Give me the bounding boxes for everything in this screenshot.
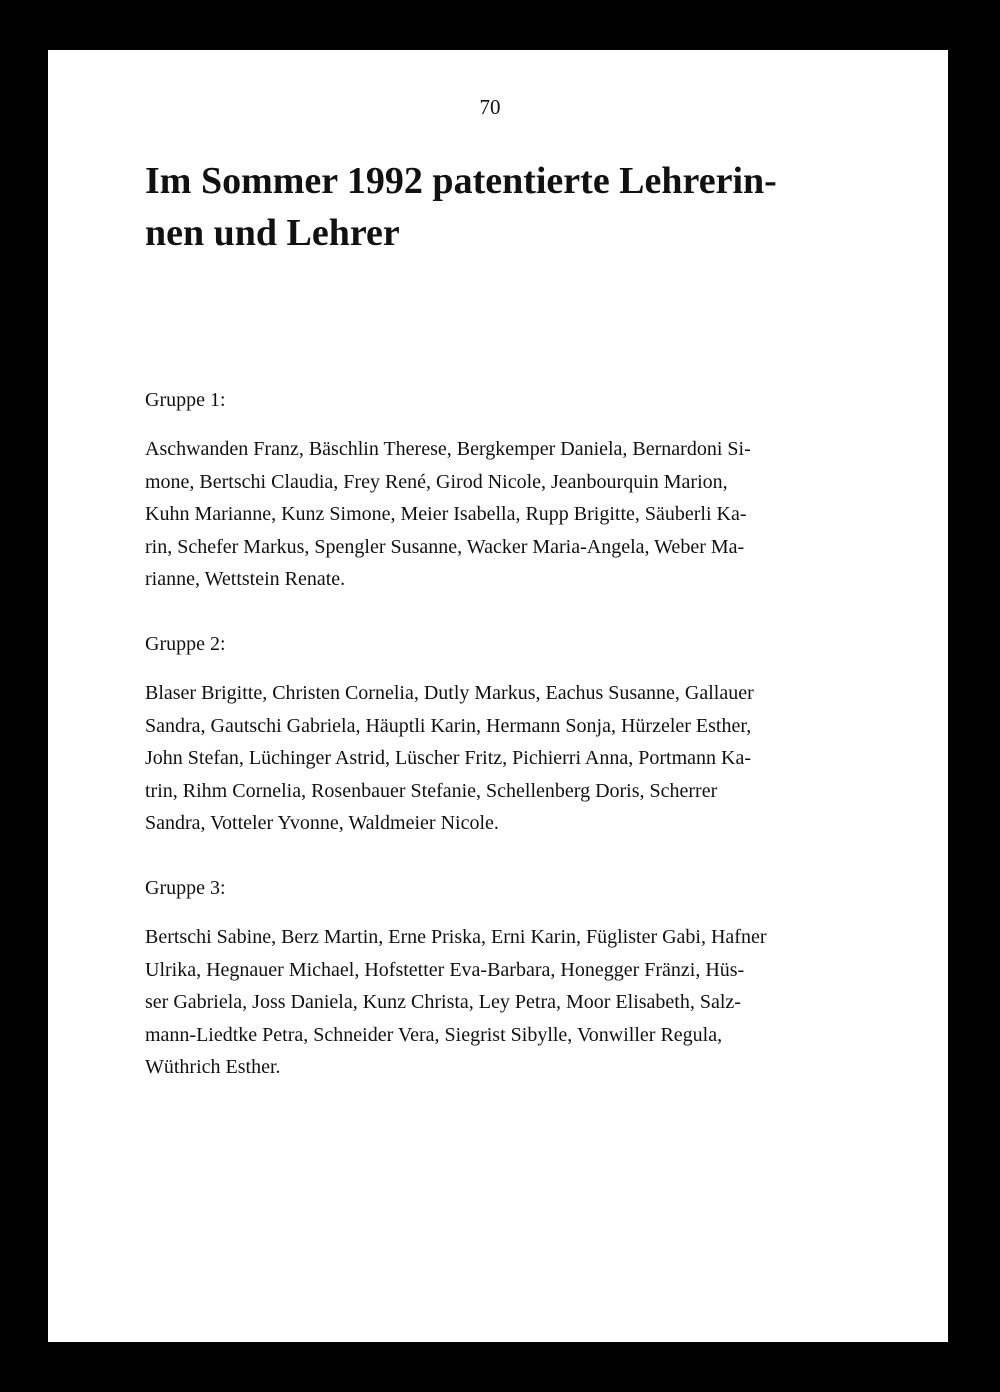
title-line: Im Sommer 1992 patentierte Lehrerin- <box>145 160 777 202</box>
group-heading: Gruppe 2: <box>145 633 226 655</box>
group-member-list <box>145 677 890 840</box>
text-line: Ulrika, Hegnauer Michael, Hofstetter Eva-Barbara, Honegger Fränzi, Hüs- <box>145 958 745 981</box>
group-member-list <box>145 433 890 596</box>
document-page <box>48 50 948 1342</box>
text-line: mann-Liedtke Petra, Schneider Vera, Siegrist Sibylle, Vonwiller Regula, <box>145 1023 723 1046</box>
text-line: trin, Rihm Cornelia, Rosenbauer Stefanie, Schellenberg Doris, Scherrer <box>145 779 718 802</box>
text-line: mone, Bertschi Claudia, Frey René, Girod Nicole, Jeanbourquin Marion, <box>145 470 728 493</box>
group-heading: Gruppe 3: <box>145 877 226 899</box>
text-line: rin, Schefer Markus, Spengler Susanne, Wacker Maria-Angela, Weber Ma- <box>145 535 745 558</box>
text-line: Sandra, Votteler Yvonne, Waldmeier Nicole. <box>145 812 499 834</box>
text-line: rianne, Wettstein Renate. <box>145 568 346 590</box>
text-line: Kuhn Marianne, Kunz Simone, Meier Isabella, Rupp Brigitte, Säuberli Ka- <box>145 503 747 525</box>
text-line: Blaser Brigitte, Christen Cornelia, Dutly Markus, Eachus Susanne, Gallauer <box>145 682 754 704</box>
text-line: John Stefan, Lüchinger Astrid, Lüscher Fritz, Pichierri Anna, Portmann Ka- <box>145 747 751 769</box>
group-section-3 <box>145 875 890 1084</box>
text-line: Aschwanden Franz, Bäschlin Therese, Bergkemper Daniela, Bernardoni Si- <box>145 438 751 460</box>
group-section-2 <box>145 631 890 840</box>
text-line: ser Gabriela, Joss Daniela, Kunz Christa, Ley Petra, Moor Elisabeth, Salz- <box>145 991 741 1013</box>
group-heading: Gruppe 1: <box>145 389 226 411</box>
text-line: Sandra, Gautschi Gabriela, Häuptli Karin, Hermann Sonja, Hürzeler Esther, <box>145 714 752 737</box>
group-section-1 <box>145 387 890 596</box>
page-title <box>145 155 890 259</box>
text-line: Bertschi Sabine, Berz Martin, Erne Priska, Erni Karin, Füglister Gabi, Hafner <box>145 926 767 948</box>
text-line: Wüthrich Esther. <box>145 1056 281 1078</box>
page-number: 70 <box>479 95 501 119</box>
title-line: nen und Lehrer <box>145 212 400 254</box>
group-member-list <box>145 921 890 1084</box>
